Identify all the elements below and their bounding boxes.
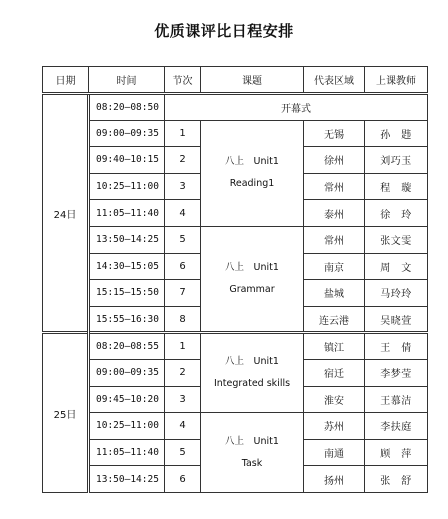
teacher-cell: 孙 韪 xyxy=(365,120,428,147)
session-no-cell: 1 xyxy=(165,333,201,360)
region-cell: 淮安 xyxy=(304,386,365,413)
header-date: 日期 xyxy=(43,67,89,94)
time-cell: 13:50–14:25 xyxy=(89,466,165,493)
region-cell: 连云港 xyxy=(304,306,365,333)
teacher-cell: 李梦莹 xyxy=(365,359,428,386)
table-row xyxy=(43,226,428,253)
time-cell: 09:40–10:15 xyxy=(89,147,165,174)
topic-line: Task xyxy=(241,457,263,469)
region-cell: 扬州 xyxy=(304,466,365,493)
topic-line: 八上 Unit1 xyxy=(225,262,279,274)
topic-cell xyxy=(201,120,304,226)
header-time: 时间 xyxy=(89,67,165,94)
time-cell: 09:00–09:35 xyxy=(89,120,165,147)
region-cell: 宿迁 xyxy=(304,359,365,386)
session-no-cell: 3 xyxy=(165,386,201,413)
teacher-cell: 张文雯 xyxy=(365,226,428,253)
topic-cell xyxy=(201,333,304,413)
topic-line: Grammar xyxy=(229,284,275,296)
date-cell: 25日 xyxy=(43,333,89,493)
teacher-cell: 顾 萍 xyxy=(365,439,428,466)
session-no-cell: 5 xyxy=(165,439,201,466)
region-cell: 苏州 xyxy=(304,413,365,440)
time-cell: 10:25–11:00 xyxy=(89,413,165,440)
header-session-no: 节次 xyxy=(165,67,201,94)
topic-cell xyxy=(201,413,304,493)
region-cell: 常州 xyxy=(304,173,365,200)
teacher-cell: 李扶庭 xyxy=(365,413,428,440)
topic-line: 八上 Unit1 xyxy=(225,356,279,368)
topic-line: 八上 Unit1 xyxy=(225,435,279,447)
region-cell: 南京 xyxy=(304,253,365,280)
session-no-cell: 2 xyxy=(165,359,201,386)
teacher-cell: 周 文 xyxy=(365,253,428,280)
session-no-cell: 7 xyxy=(165,280,201,307)
region-cell: 镇江 xyxy=(304,333,365,360)
region-cell: 徐州 xyxy=(304,147,365,174)
header-topic: 课题 xyxy=(201,67,304,94)
region-cell: 常州 xyxy=(304,226,365,253)
session-no-cell: 4 xyxy=(165,200,201,227)
session-no-cell: 6 xyxy=(165,466,201,493)
time-cell: 10:25–11:00 xyxy=(89,173,165,200)
header-region: 代表区域 xyxy=(304,67,365,94)
topic-line: Reading1 xyxy=(229,178,275,190)
table-row xyxy=(43,333,428,360)
session-no-cell: 6 xyxy=(165,253,201,280)
time-cell: 11:05–11:40 xyxy=(89,439,165,466)
teacher-cell: 王 倩 xyxy=(365,333,428,360)
session-no-cell: 5 xyxy=(165,226,201,253)
time-cell: 15:55–16:30 xyxy=(89,306,165,333)
time-cell: 08:20–08:55 xyxy=(89,333,165,360)
teacher-cell: 程 璇 xyxy=(365,173,428,200)
session-no-cell: 1 xyxy=(165,120,201,147)
topic-line: Integrated skills xyxy=(213,378,291,390)
teacher-cell: 王慕洁 xyxy=(365,386,428,413)
teacher-cell: 张 舒 xyxy=(365,466,428,493)
teacher-cell: 徐 玲 xyxy=(365,200,428,227)
time-cell: 09:45–10:20 xyxy=(89,386,165,413)
session-no-cell: 8 xyxy=(165,306,201,333)
time-cell: 09:00–09:35 xyxy=(89,359,165,386)
schedule-table xyxy=(42,66,428,493)
time-cell: 08:20–08:50 xyxy=(89,94,165,121)
session-no-cell: 2 xyxy=(165,147,201,174)
time-cell: 15:15–15:50 xyxy=(89,280,165,307)
table-row xyxy=(43,120,428,147)
topic-cell xyxy=(201,226,304,332)
topic-line: 八上 Unit1 xyxy=(225,156,279,168)
time-cell: 13:50–14:25 xyxy=(89,226,165,253)
teacher-cell: 刘巧玉 xyxy=(365,147,428,174)
teacher-cell: 马玲玲 xyxy=(365,280,428,307)
document-title: 优质课评比日程安排 xyxy=(154,22,294,40)
region-cell: 无锡 xyxy=(304,120,365,147)
date-cell: 24日 xyxy=(43,94,89,333)
table-row xyxy=(43,94,428,121)
session-no-cell: 4 xyxy=(165,413,201,440)
region-cell: 南通 xyxy=(304,439,365,466)
time-cell: 11:05–11:40 xyxy=(89,200,165,227)
table-row xyxy=(43,413,428,440)
header-teacher: 上课教师 xyxy=(365,67,428,94)
header-row xyxy=(43,67,428,94)
region-cell: 盐城 xyxy=(304,280,365,307)
opening-ceremony-cell: 开幕式 xyxy=(165,94,428,121)
time-cell: 14:30–15:05 xyxy=(89,253,165,280)
session-no-cell: 3 xyxy=(165,173,201,200)
region-cell: 泰州 xyxy=(304,200,365,227)
teacher-cell: 吴晓萱 xyxy=(365,306,428,333)
